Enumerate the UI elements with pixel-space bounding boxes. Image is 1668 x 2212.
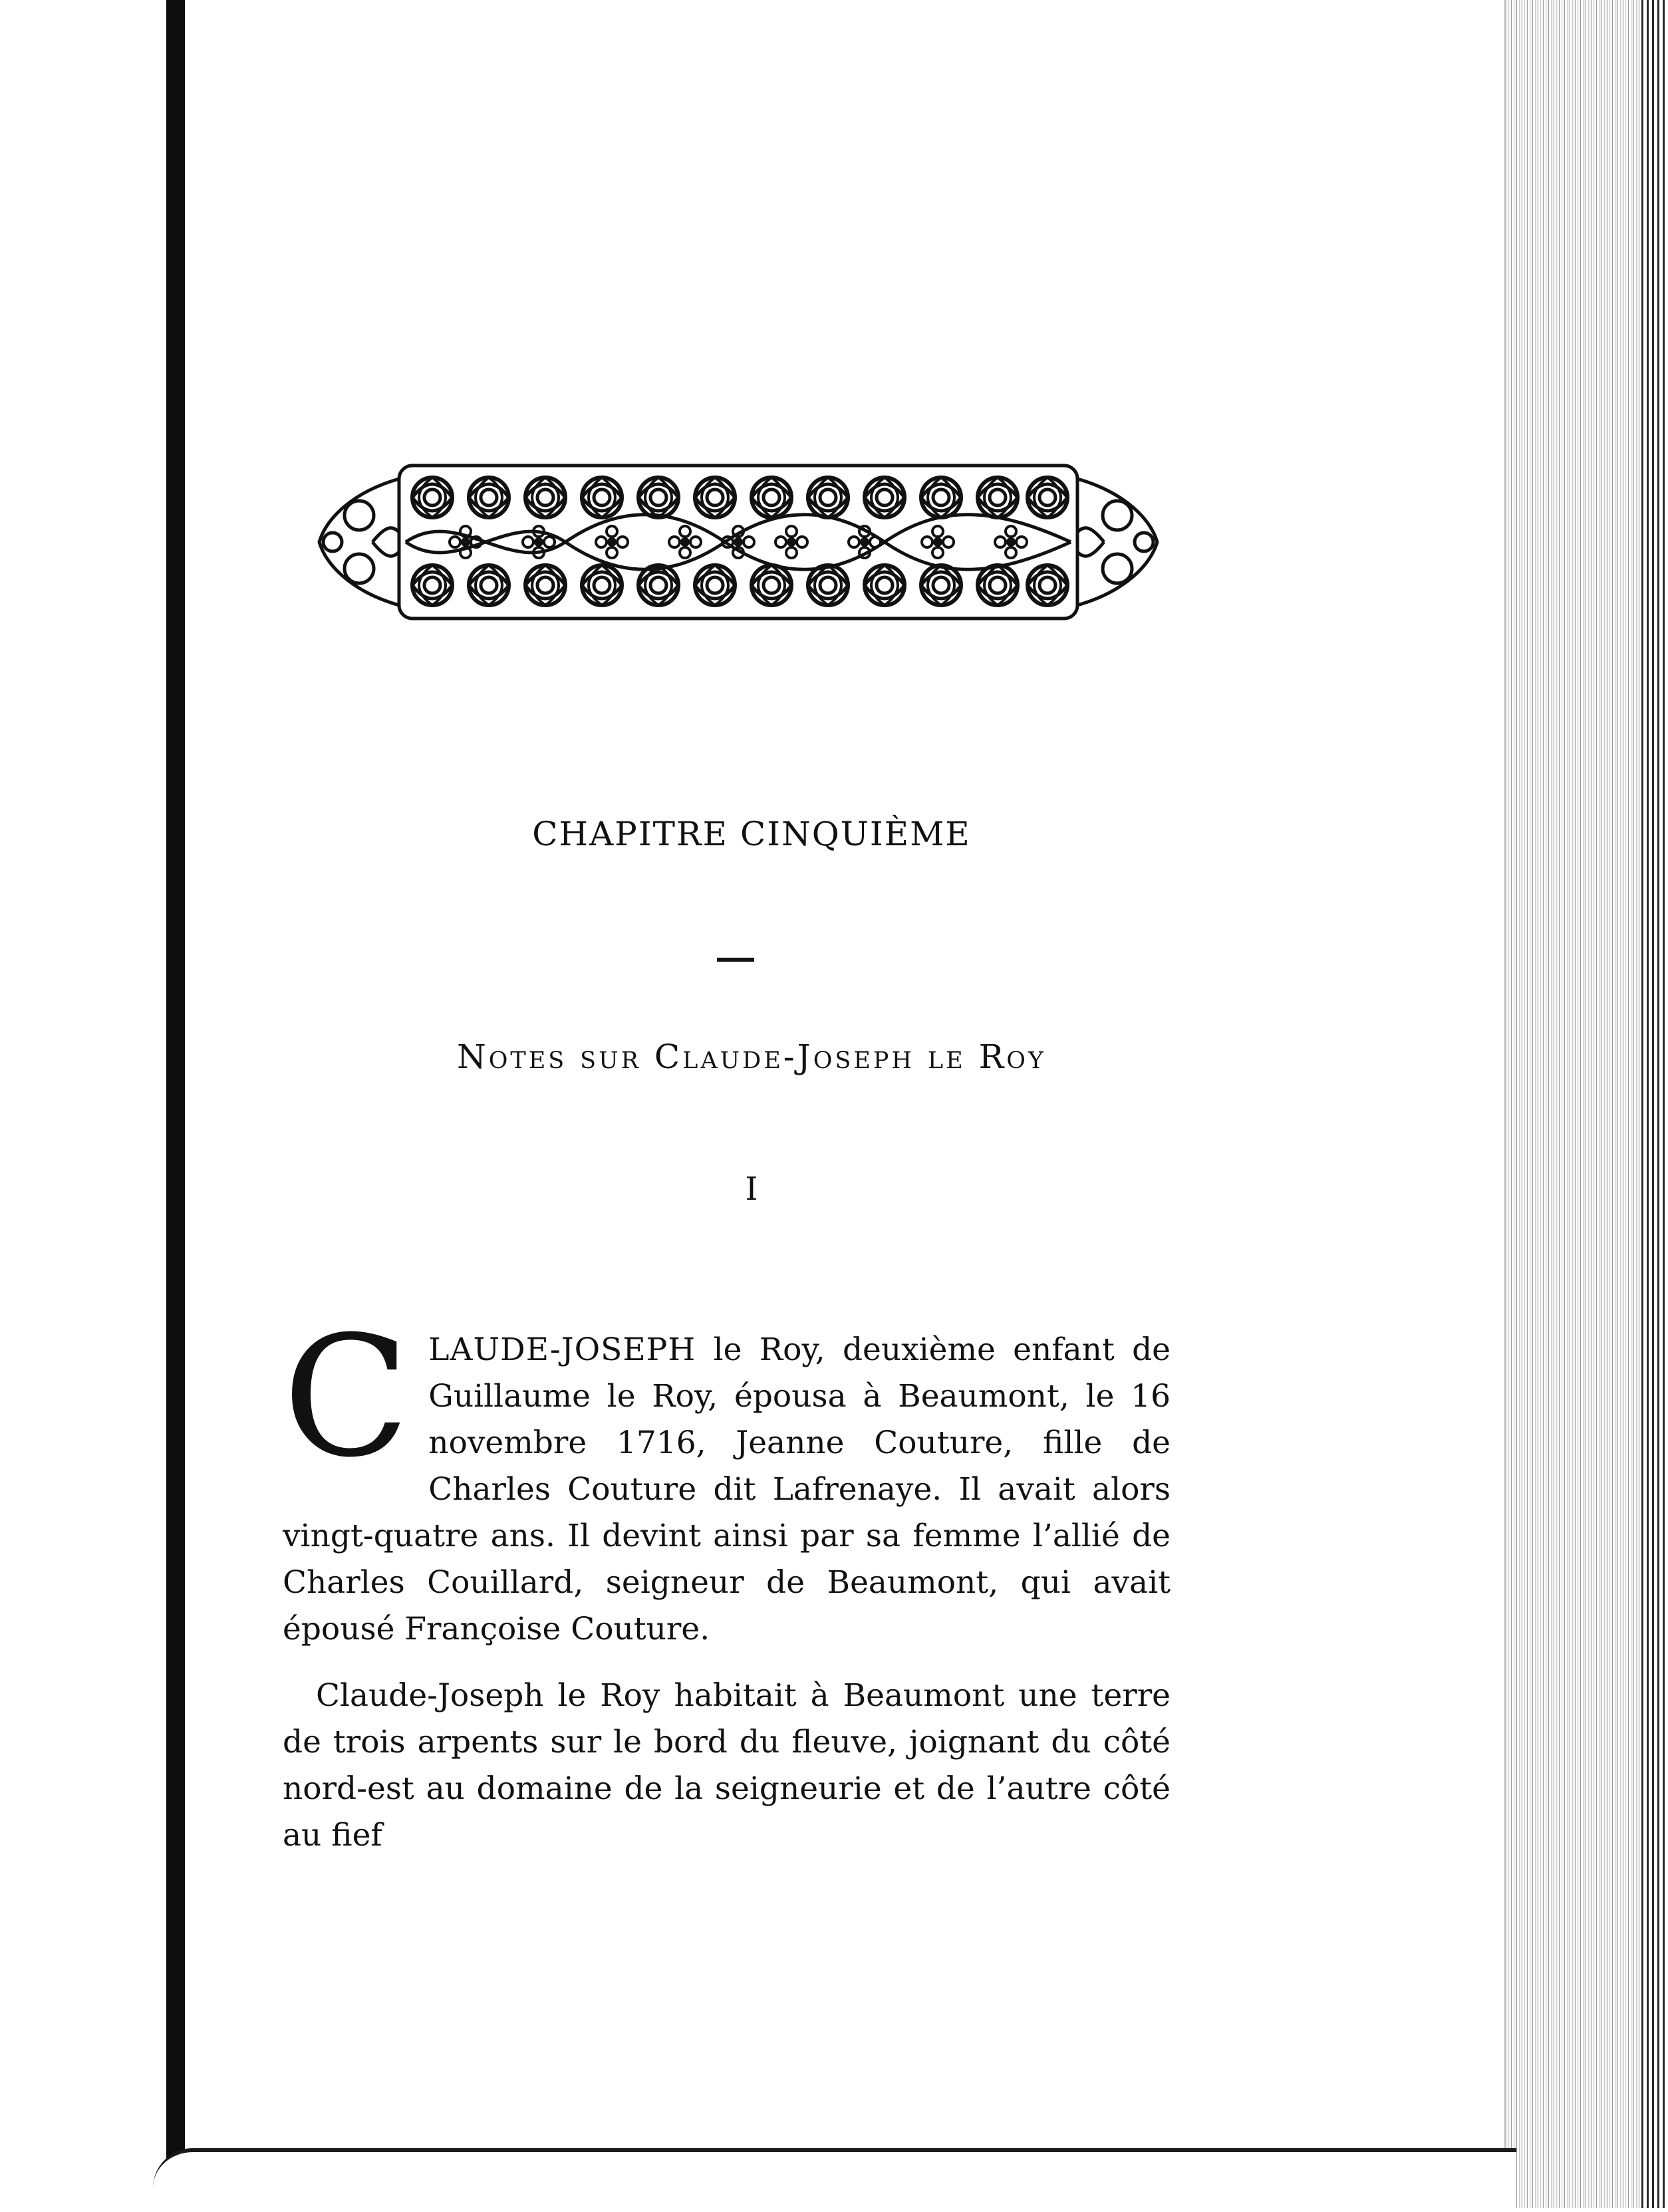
paragraph-2 [283, 1673, 1171, 1859]
paragraph-1-lead: LAUDE-JOSEPH [428, 1331, 696, 1368]
page-edges-stack [1506, 0, 1668, 2208]
paragraph-1-text: le Roy, deuxième enfant de Guillaume le Roy, épousa à Beaumont, le 16 novembre 1716, Jeanne Couture, fille de Charles Couture dit Lafrenaye. Il avait alors vingt-quatre ans. Il devint ainsi par sa femme l’allié de Charles Couillard, seigneur de Beaumont, qui avait épousé Françoise Couture. [283, 1331, 1171, 1647]
section-number: I [745, 1171, 758, 1208]
chapter-title: CHAPITRE CINQUIÈME [532, 815, 971, 853]
chapter-subtitle: Notes sur Claude-Joseph le Roy [456, 1037, 1047, 1076]
paragraph-1 [283, 1300, 1171, 1653]
title-separator-dash [717, 958, 754, 962]
book-spine-edge [166, 0, 185, 2208]
drop-cap: C [283, 1300, 410, 1494]
scrollwork-headpiece-icon [313, 452, 1164, 632]
paragraph-2-text: Claude-Joseph le Roy habitait à Beaumont une terre de trois arpents sur le bord du fleuve, joignant du côté nord-est au domaine de la seigneurie et de l’autre côté au fief [283, 1677, 1171, 1854]
page-bottom-edge [153, 2148, 1516, 2212]
left-margin [0, 0, 166, 2208]
